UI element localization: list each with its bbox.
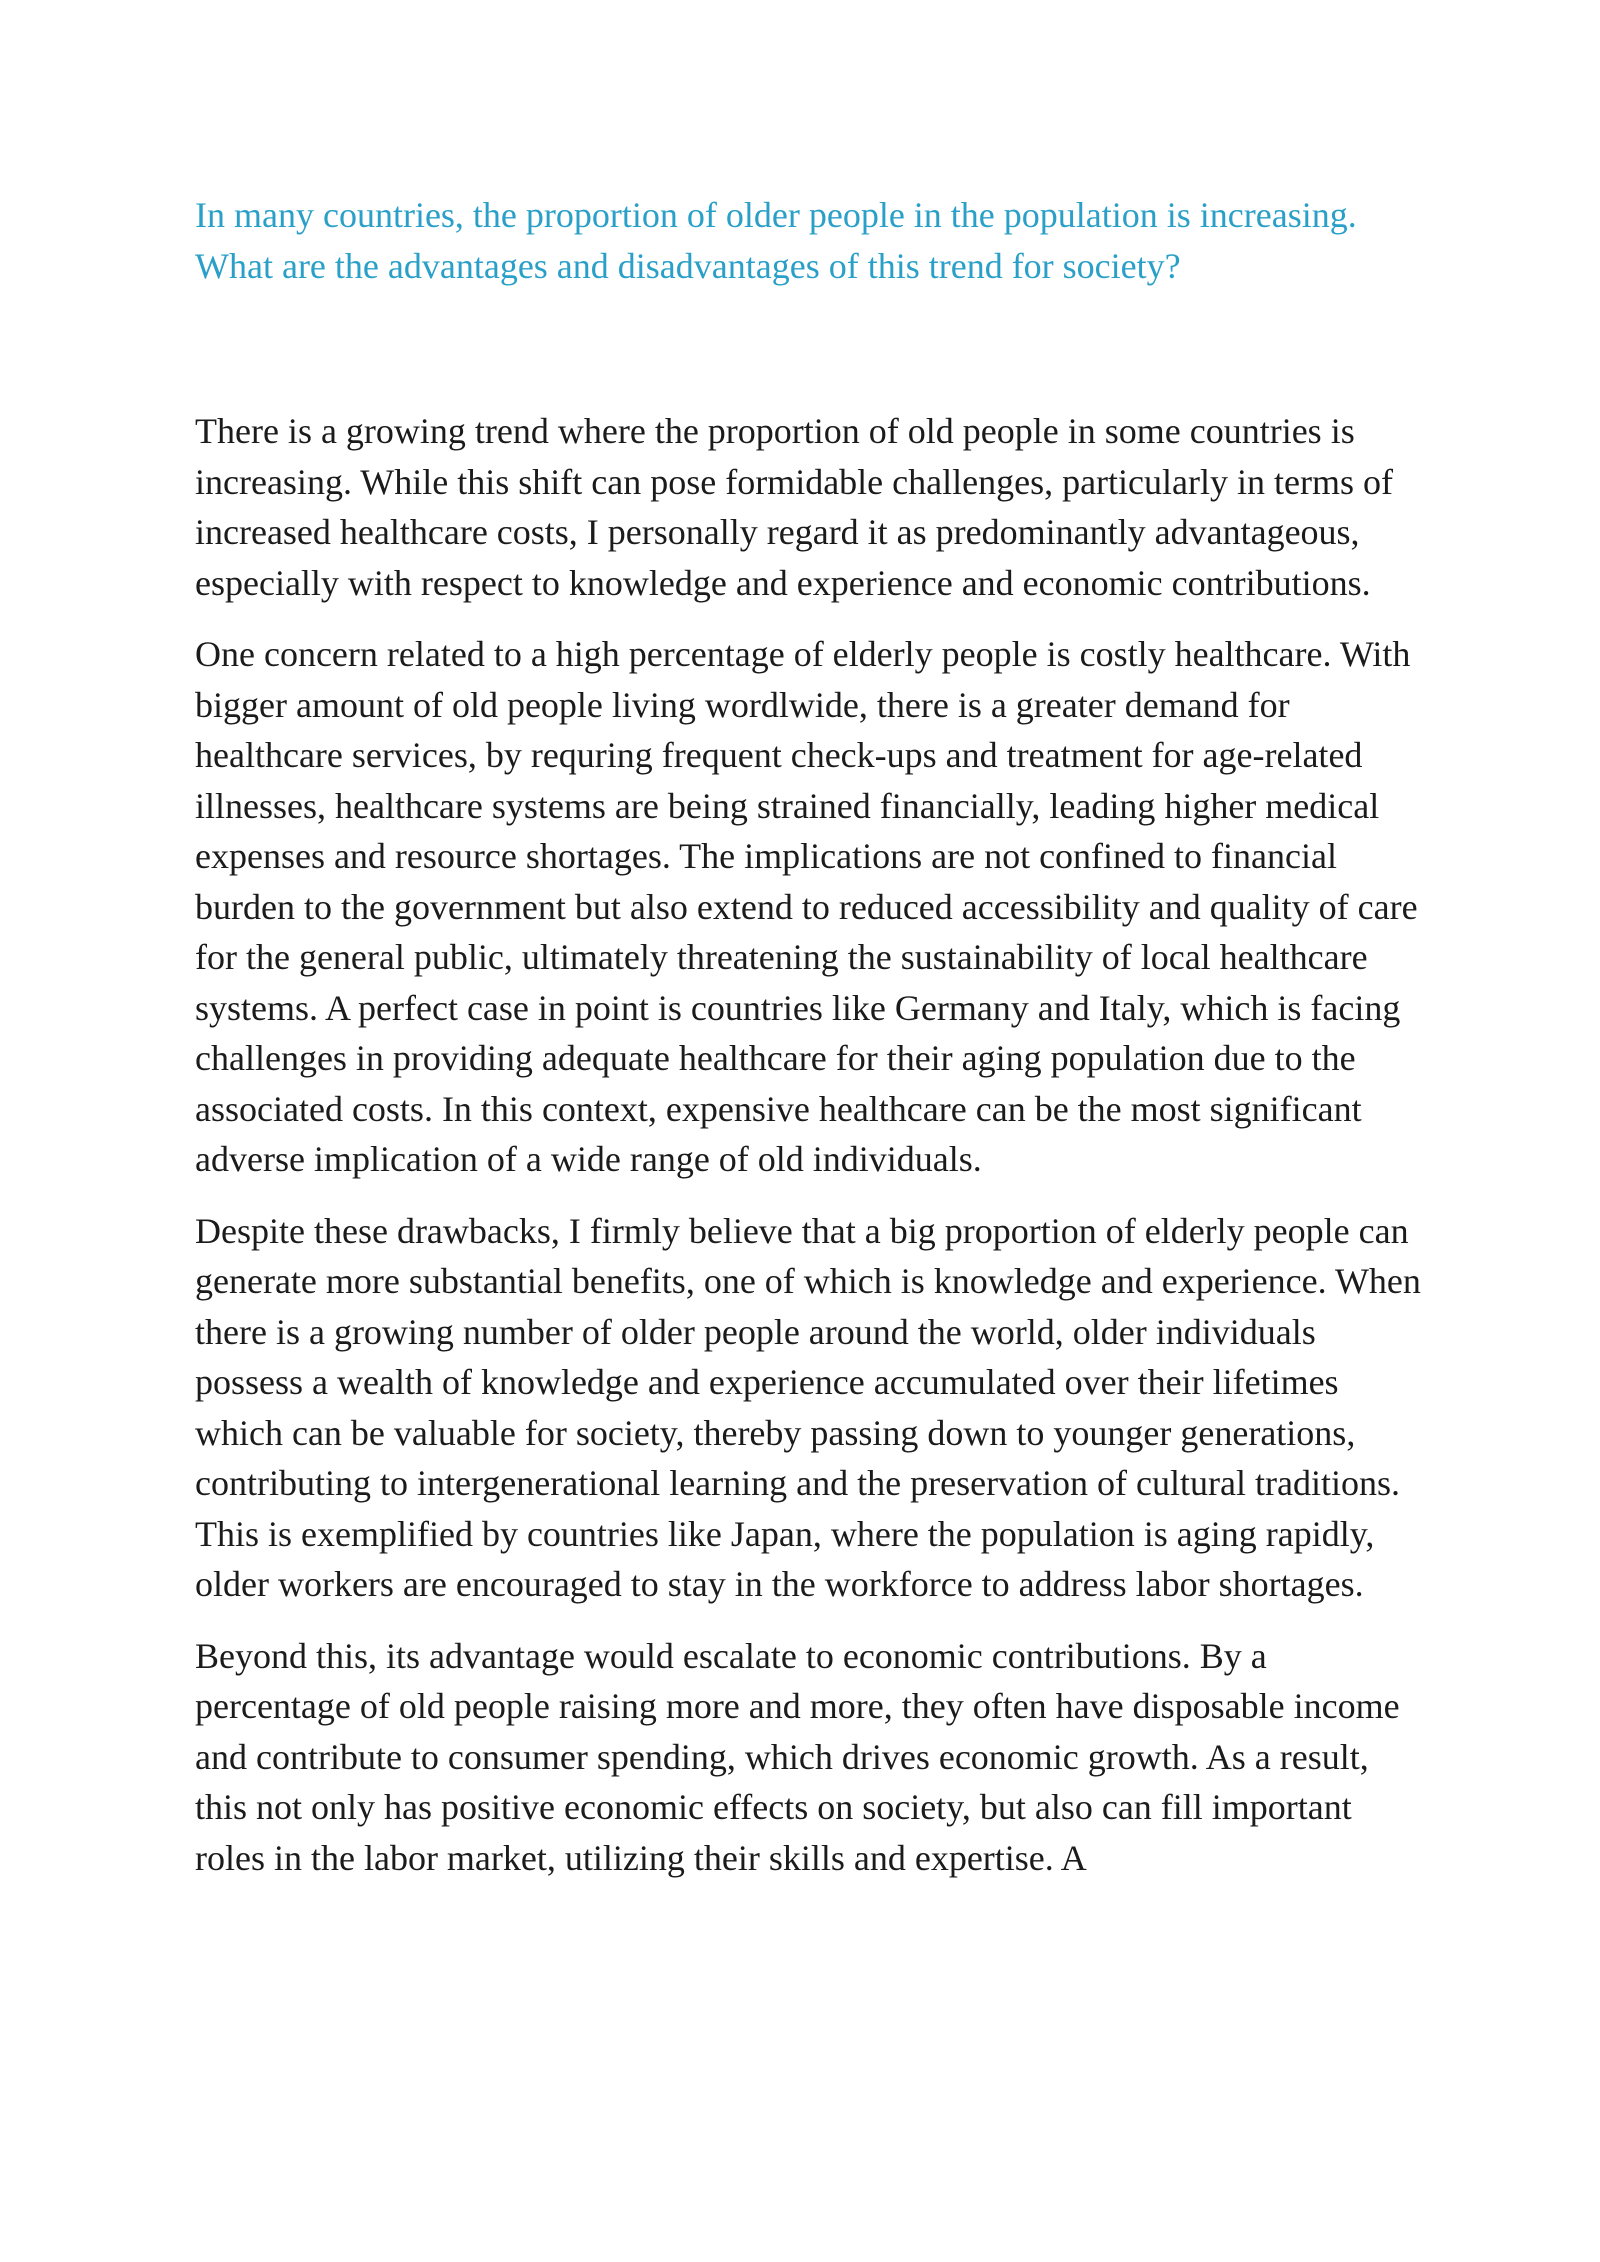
essay-paragraph-advantage-economy: Beyond this, its advantage would escalate to economic contributions. By a percentage of old people raising more and more, they often have disposable income and contribute to consumer spending, which drives economic growth. As a result, this not only has positive economic effects on society, but also can fill important roles in the labor market, utilizing their skills and expertise. A: [195, 1635, 1400, 1878]
essay-paragraph-introduction: There is a growing trend where the proportion of old people in some countries is increasing. While this shift can pose formidable challenges, particularly in terms of increased healthcare costs, I personally regard it as predominantly advantageous, especially with respect to knowledge and experience and economic contributions.: [195, 411, 1393, 603]
essay-body: [195, 406, 1425, 1904]
essay-question: In many countries, the proportion of older people in the population is increasing. What are the advantages and disadvantages of this trend for society?: [195, 195, 1357, 286]
essay-paragraph-advantage-knowledge: Despite these drawbacks, I firmly believe that a big proportion of elderly people can generate more substantial benefits, one of which is knowledge and experience. When there is a growing number of older people around the world, older individuals possess a wealth of knowledge and experience accumulated over their lifetimes which can be valuable for society, thereby passing down to younger generations, contributing to intergenerational learning and the preservation of cultural traditions. This is exemplified by countries like Japan, where the population is aging rapidly, older workers are encouraged to stay in the workforce to address labor shortages.: [195, 1210, 1421, 1604]
essay-paragraph-disadvantage: One concern related to a high percentage of elderly people is costly healthcare. With bigger amount of old people living wordlwide, there is a greater demand for healthcare services, by requring frequent check-ups and treatment for age-related illnesses, healthcare systems are being strained financially, leading higher medical expenses and resource shortages. The implications are not confined to financial burden to the government but also extend to reduced accessibility and quality of care for the general public, ultimately threatening the sustainability of local healthcare systems. A perfect case in point is countries like Germany and Italy, which is facing challenges in providing adequate healthcare for their aging population due to the associated costs. In this context, expensive healthcare can be the most significant adverse implication of a wide range of old individuals.: [195, 634, 1418, 1179]
